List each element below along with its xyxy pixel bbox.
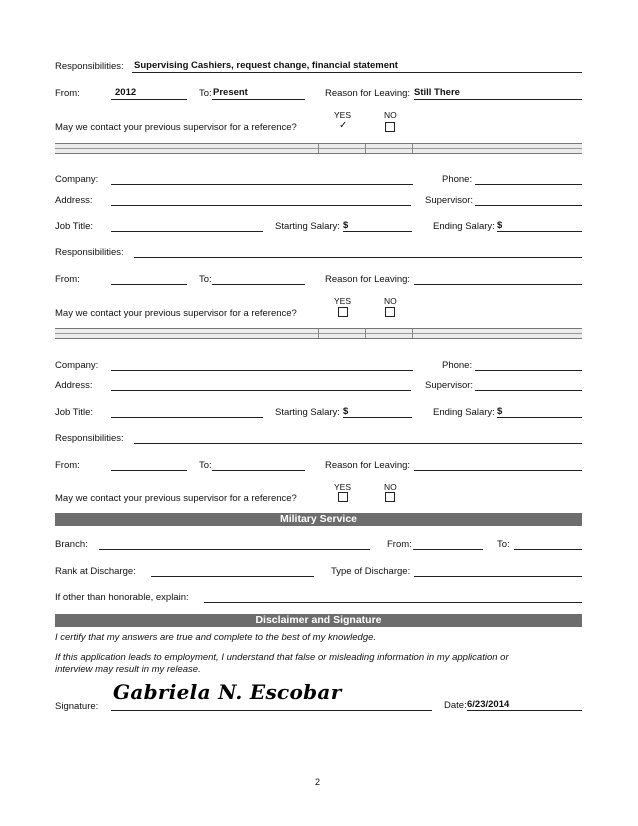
separator-divider [365,329,366,338]
military-from-label: From: [387,539,412,550]
from-label: From: [55,460,80,471]
from-label: From: [55,274,80,285]
military-to-field[interactable] [514,549,582,550]
explain-label: If other than honorable, explain: [55,592,189,603]
starting-salary-field[interactable] [343,231,412,232]
phone-label: Phone: [442,174,473,185]
address-label: Address: [55,195,93,206]
signature-value: Gabriela N. Escobar [113,680,342,704]
ending-salary-label: Ending Salary: [433,221,495,232]
certify-text: I certify that my answers are true and complete to the best of my knowledge. [55,632,377,643]
yes-label: YES [334,482,352,492]
starting-salary-label: Starting Salary: [275,407,340,418]
job-title-label: Job Title: [55,221,94,232]
no-label: NO [384,110,397,120]
company-field[interactable] [111,370,413,371]
ending-salary-prefix: $ [497,406,503,417]
phone-field[interactable] [475,184,582,185]
rank-label: Rank at Discharge: [55,566,136,577]
job-title-field[interactable] [111,231,263,232]
leads-text-line2: interview may result in my release. [55,664,201,675]
contact-question: May we contact your previous supervisor for a reference? [55,122,297,133]
separator-divider [365,144,366,153]
separator-divider [318,329,319,338]
responsibilities-field[interactable] [132,72,582,73]
starting-salary-label: Starting Salary: [275,221,340,232]
ending-salary-field[interactable] [497,417,582,418]
job-title-field[interactable] [111,417,263,418]
separator-divider [412,329,413,338]
discharge-type-label: Type of Discharge: [331,566,411,577]
to-value: Present [213,87,248,98]
company-label: Company: [55,360,99,371]
branch-field[interactable] [99,549,370,550]
to-label: To: [199,460,212,471]
section-separator [55,143,582,154]
from-value: 2012 [115,87,137,98]
no-checkbox[interactable] [385,307,395,317]
ending-salary-field[interactable] [497,231,582,232]
responsibilities-label: Responsibilities: [55,247,124,258]
company-field[interactable] [111,184,413,185]
ending-salary-prefix: $ [497,220,503,231]
supervisor-field[interactable] [475,205,582,206]
reason-value: Still There [414,87,460,98]
no-label: NO [384,482,397,492]
responsibilities-label: Responsibilities: [55,61,124,72]
reason-field[interactable] [414,99,582,100]
military-to-label: To: [497,539,510,550]
signature-label: Signature: [55,701,99,712]
rank-field[interactable] [151,576,314,577]
supervisor-label: Supervisor: [425,195,474,206]
leads-text-line1: If this application leads to employment, I understand that false or misleading information in my application or [55,652,509,663]
to-field[interactable] [212,470,305,471]
no-label: NO [384,296,397,306]
to-field[interactable] [212,284,305,285]
discharge-type-field[interactable] [414,576,582,577]
to-field[interactable] [212,99,305,100]
section-separator [55,328,582,339]
separator-divider [318,144,319,153]
page-number: 2 [315,777,321,787]
yes-label: YES [334,296,352,306]
no-checkbox[interactable] [385,492,395,502]
reason-label: Reason for Leaving: [325,460,411,471]
address-field[interactable] [111,390,411,391]
separator-divider [412,144,413,153]
phone-label: Phone: [442,360,473,371]
reason-label: Reason for Leaving: [325,88,411,99]
yes-checkbox[interactable] [338,307,348,317]
military-from-field[interactable] [413,549,483,550]
checkmark-icon[interactable]: ✓ [339,120,348,131]
to-label: To: [199,274,212,285]
supervisor-field[interactable] [475,390,582,391]
address-label: Address: [55,380,93,391]
responsibilities-value: Supervising Cashiers, request change, financial statement [134,60,398,71]
reason-label: Reason for Leaving: [325,274,411,285]
starting-salary-field[interactable] [343,417,412,418]
responsibilities-field[interactable] [134,443,582,444]
starting-salary-prefix: $ [343,220,349,231]
military-service-heading: Military Service [55,513,582,526]
disclaimer-heading: Disclaimer and Signature [55,614,582,627]
explain-field[interactable] [204,602,582,603]
to-label: To: [199,88,212,99]
responsibilities-field[interactable] [134,257,582,258]
company-label: Company: [55,174,99,185]
contact-question: May we contact your previous supervisor for a reference? [55,493,297,504]
responsibilities-label: Responsibilities: [55,433,124,444]
from-field[interactable] [111,99,187,100]
address-field[interactable] [111,205,411,206]
signature-field[interactable] [111,710,432,711]
date-label: Date: [444,700,467,711]
no-checkbox[interactable] [385,122,395,132]
date-field[interactable] [467,710,582,711]
branch-label: Branch: [55,539,88,550]
from-field[interactable] [111,284,187,285]
starting-salary-prefix: $ [343,406,349,417]
yes-checkbox[interactable] [338,492,348,502]
yes-label: YES [334,110,352,120]
supervisor-label: Supervisor: [425,380,474,391]
from-label: From: [55,88,80,99]
job-title-label: Job Title: [55,407,94,418]
reason-field[interactable] [414,284,582,285]
date-value: 6/23/2014 [467,699,510,710]
phone-field[interactable] [475,370,582,371]
contact-question: May we contact your previous supervisor for a reference? [55,308,297,319]
reason-field[interactable] [414,470,582,471]
from-field[interactable] [111,470,187,471]
ending-salary-label: Ending Salary: [433,407,495,418]
